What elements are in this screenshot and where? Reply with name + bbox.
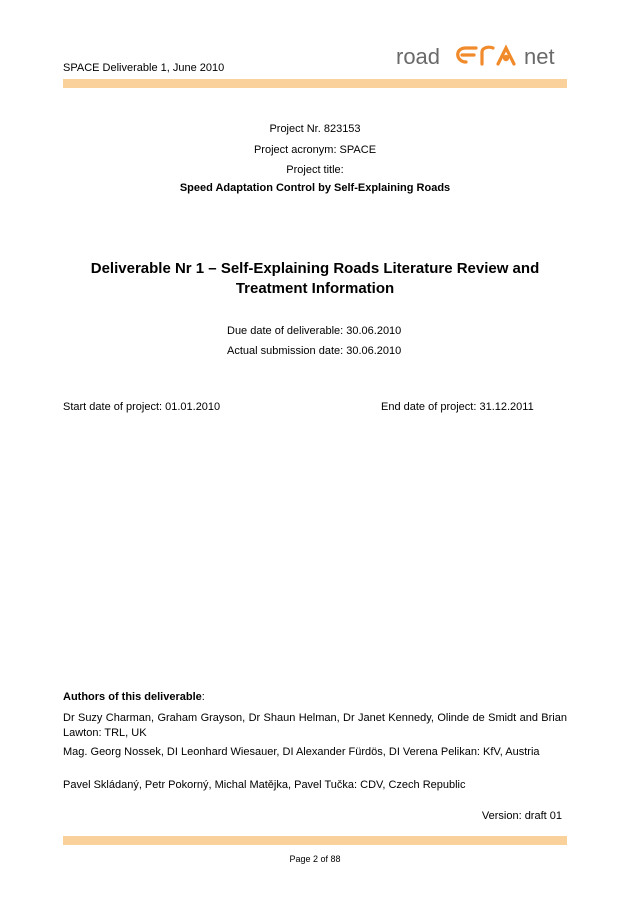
authors-heading-text: Authors of this deliverable — [63, 691, 202, 703]
roadera-net-logo — [396, 38, 568, 74]
project-title-label: Project title: — [286, 164, 344, 176]
logo-net-text: net — [524, 44, 555, 69]
project-end-date: End date of project: 31.12.2011 — [381, 401, 534, 413]
version-label: Version: draft 01 — [481, 810, 562, 822]
project-start-date: Start date of project: 01.01.2010 — [63, 401, 221, 413]
logo-road-text: road — [396, 44, 441, 69]
authors-heading — [63, 690, 567, 705]
footer-band — [63, 836, 567, 845]
page-number: Page 2 of 88 — [289, 854, 341, 864]
header-band — [63, 79, 567, 88]
project-acronym: Project acronym: SPACE — [253, 144, 377, 156]
authors-line-kfv: Mag. Georg Nossek, DI Leonhard Wiesauer, DI Alexander Fürdös, DI Verena Pelikan: KfV, Austria — [63, 746, 540, 758]
authors-line-trl: Dr Suzy Charman, Graham Grayson, Dr Shaun Helman, Dr Janet Kennedy, Olinde de Smidt and Brian Lawton: TRL, UK — [63, 712, 567, 739]
logo-era-mark — [458, 47, 514, 64]
deliverable-title: Deliverable Nr 1 – Self-Explaining Roads Literature Review and Treatment Information — [90, 260, 540, 297]
project-title: Speed Adaptation Control by Self-Explaining Roads — [179, 182, 451, 194]
due-date: Due date of deliverable: 30.06.2010 — [227, 325, 402, 337]
submission-date: Actual submission date: 30.06.2010 — [227, 345, 402, 357]
header-running-title: SPACE Deliverable 1, June 2010 — [63, 62, 225, 74]
deliverable-dates — [227, 321, 401, 361]
project-number: Project Nr. 823153 — [269, 123, 361, 135]
authors-line-cdv: Pavel Skládaný, Petr Pokorný, Michal Matějka, Pavel Tučka: CDV, Czech Republic — [63, 779, 466, 791]
authors-heading-colon: : — [201, 691, 205, 703]
